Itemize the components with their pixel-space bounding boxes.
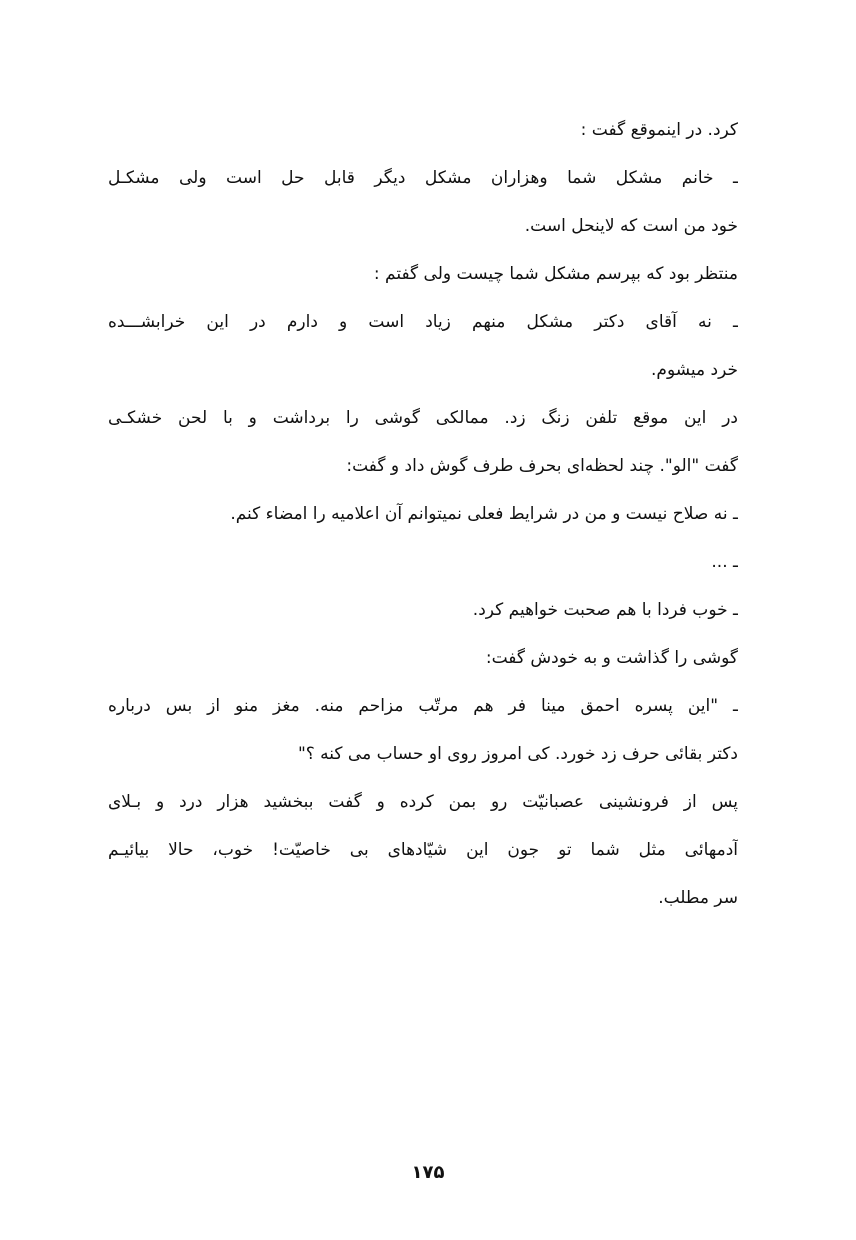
- text-line: ـ خوب فردا با هم صحبت خواهیم کرد.: [472, 600, 738, 620]
- text-line: کرد. در اینموقع گفت :: [580, 120, 738, 140]
- text-line: دکتر بقائی حرف زد خورد. کی امروز روی او حساب می کنه ؟": [297, 744, 738, 764]
- text-line: منتظر بود که بپرسم مشکل شما چیست ولی گفتم :: [373, 264, 738, 284]
- page-number: ۱۷۵: [411, 1162, 445, 1183]
- text-line: در این موقع تلفن زنگ زد. ممالکی گوشی را برداشت و با لحن خشکـی: [108, 408, 738, 428]
- text-line: ـ نه صلاح نیست و من در شرایط فعلی نمیتوانم آن اعلامیه را امضاء کنم.: [230, 504, 738, 524]
- text-line: ـ "این پسره احمق مینا فر هم مرتّب مزاحم منه. مغز منو از بس درباره: [108, 696, 738, 716]
- page-body-text: [108, 118, 738, 934]
- text-line: خرد میشوم.: [651, 360, 738, 380]
- text-line: سر مطلب.: [658, 888, 738, 908]
- text-line: خود من است که لاینحل است.: [524, 216, 738, 236]
- text-line: ـ ...: [711, 552, 738, 572]
- text-line: گوشی را گذاشت و به خودش گفت:: [485, 648, 738, 668]
- text-line: ـ نه آقای دکتر مشکل منهم زیاد است و دارم در این خرابشـــده: [108, 312, 738, 332]
- text-line: پس از فرونشینی عصبانیّت رو بمن کرده و گفت ببخشید هزار درد و بـلای: [108, 792, 738, 812]
- text-line: ـ خانم مشکل شما وهزاران مشکل دیگر قابل حل است ولی مشکـل: [108, 168, 738, 188]
- text-line: گفت "الو". چند لحظه‌ای بحرف طرف گوش داد و گفت:: [346, 456, 738, 476]
- text-line: آدمهائی مثل شما تو جون این شیّادهای بی خاصیّت! خوب، حالا بیائیـم: [108, 840, 738, 860]
